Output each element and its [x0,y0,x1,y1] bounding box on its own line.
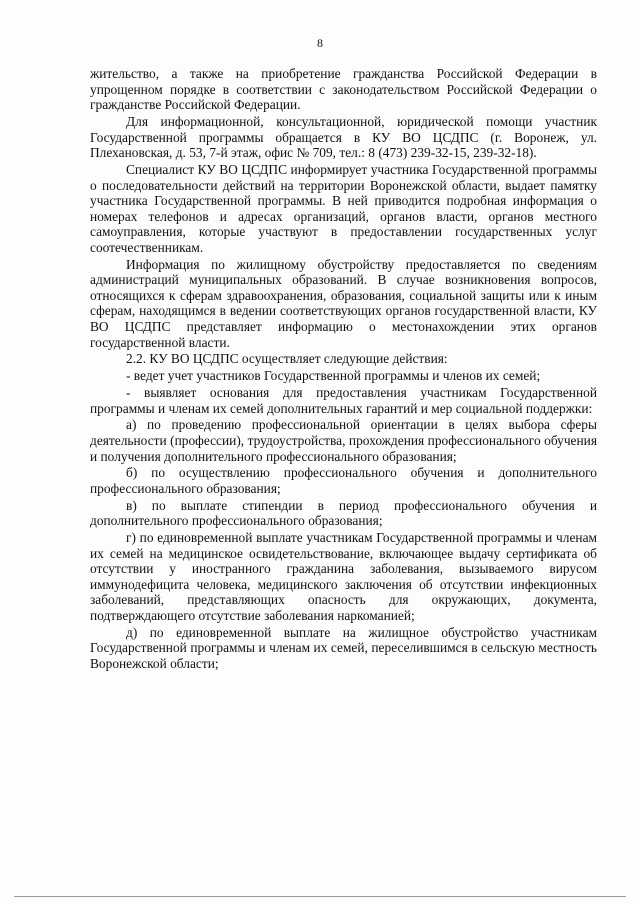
paragraph: Специалист КУ ВО ЦСДПС информирует участника Государственной программы о последовательности действий на территории Воронежской области, выдает памятку участника Государственной программы. В ней приводится подробная информация о номерах телефонов и адресах организаций, органов власти, органов местного самоуправления, которые участвуют в предоставлении государственных услуг соотечественникам. [90,161,597,255]
list-item: - выявляет основания для предоставления участникам Государственной программы и членам их семей дополнительных гарантий и мер социальной поддержки: [90,385,597,416]
list-item: в) по выплате стипендии в период профессионального обучения и дополнительного профессионального образования; [90,497,597,529]
list-item: д) по единовременной выплате на жилищное обустройство участникам Государственной программы и членам их семей, переселившимся в сельскую местность Воронежской области; [90,624,597,672]
page-number: 8 [317,36,323,50]
list-item: г) по единовременной выплате участникам Государственной программы и членам их семей на медицинское освидетельствование, включающее выдачу сертификата об отсутствии у иностранного гражданина заболевания, вызываемого вирусом иммунодефицита человека, медицинского заключения об отсутствии инфекционных заболеваний, представляющих опасность для окружающих, документа, подтверждающего отсутствие заболевания наркоманией; [90,530,597,624]
paragraph: жительство, а также на приобретение гражданства Российской Федерации в упрощенном порядке в соответствии с законодательством Российской Федерации о гражданстве Российской Федерации. [90,66,597,113]
document-body [90,66,597,673]
paragraph: Для информационной, консультационной, юридической помощи участник Государственной программы обращается в КУ ВО ЦСДПС (г. Воронеж, ул. Плехановская, д. 53, 7-й этаж, офис № 709, тел.: 8 (473) 239-32-15, 239-32-18). [90,113,597,161]
section-heading: 2.2. КУ ВО ЦСДПС осуществляет следующие действия: [126,351,448,367]
paragraph: Информация по жилищному обустройству предоставляется по сведениям администраций муниципальных образований. В случае возникновения вопросов, относящихся к сферам здравоохранения, образования, социальной защиты или к иным сферам, находящимся в ведении соответствующих органов государственной власти, КУ ВО ЦСДПС представляет информацию о местонахождении этих органов государственной власти. [90,256,597,350]
list-item: б) по осуществлению профессионального обучения и дополнительного профессионального образования; [90,465,597,496]
list-item: - ведет учет участников Государственной программы и членов их семей; [126,368,541,384]
list-item: а) по проведению профессиональной ориентации в целях выбора сферы деятельности (профессии), трудоустройства, прохождения профессионального обучения и получения дополнительного профессионального образования; [90,417,597,464]
page-bottom-divider [14,896,626,897]
